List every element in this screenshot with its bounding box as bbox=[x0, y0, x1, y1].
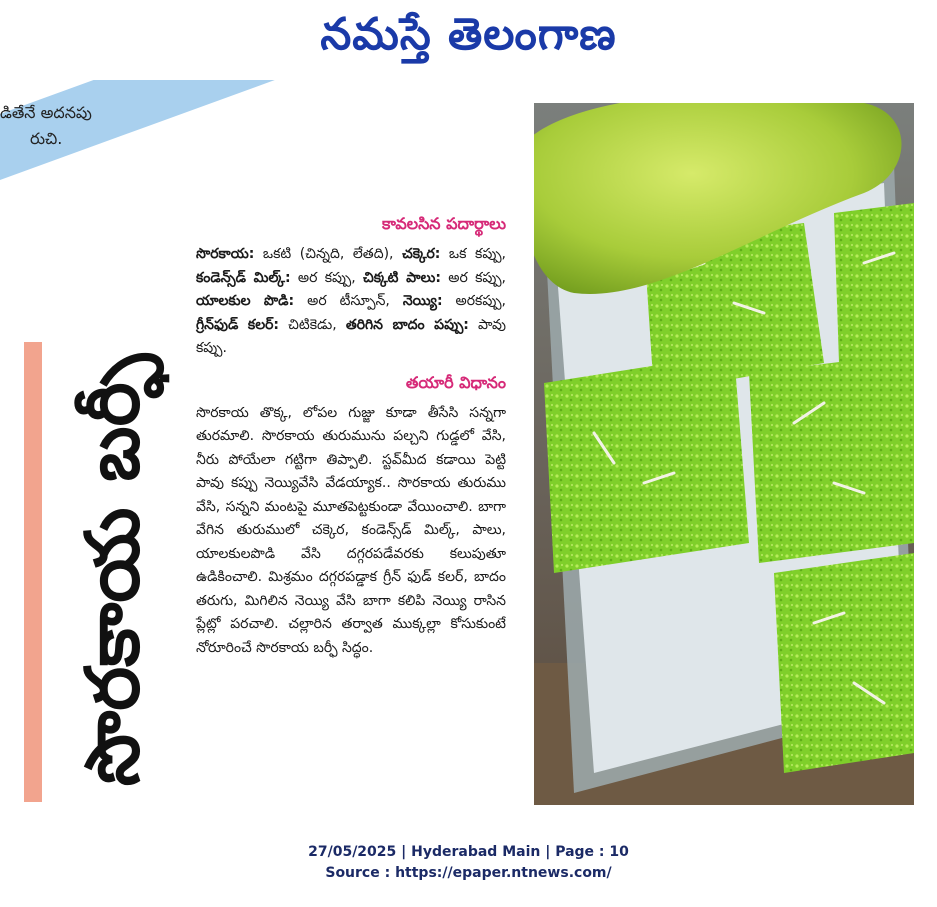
article-clipping bbox=[0, 80, 915, 805]
ingredient-amount: అర కప్పు, bbox=[440, 269, 507, 286]
ingredients-list bbox=[196, 243, 506, 361]
title-accent-bar bbox=[24, 342, 42, 802]
edition-info: 27/05/2025 | Hyderabad Main | Page : 10 bbox=[308, 844, 629, 860]
article-title: సొరకాయ బర్ఫీ bbox=[70, 353, 156, 787]
ingredient-name: నెయ్యి: bbox=[402, 293, 443, 309]
method-text: సొరకాయ తొక్క, లోపల గుజ్జు కూడా తీసేసి సన్నగా తురమాలి. సొరకాయ తురుమును పల్చని గుడ్డలో వేసి, నీరు పోయేలా గట్టిగా తిప్పాలి. స్టవ్‌మీద కడాయి పెట్టి పావు కప్పు నెయ్యివేసి వేడయ్యాక.. సొరకాయ తురుము వేసి, సన్నని మంటపై మూతపెట్టకుండా వేయించాలి. బాగా వేగిన తురుములో చక్కెర, కండెన్స్‌డ్ మిల్క్, పాలు, యాలకులపొడి వేసి దగ్గరపడేవరకు కలుపుతూ ఉడికించాలి. మిశ్రమం దగ్గరపడ్డాక గ్రీన్ ఫుడ్ కలర్, బాదం తరుగు, మిగిలిన నెయ్యి వేసి బాగా కలిపి నెయ్యి రాసిన ప్లేట్లో పరచాలి. చల్లారిన తర్వాత ముక్కల్లా కోసుకుంటే నోరూరించే సొరకాయ బర్ఫీ సిద్ధం. bbox=[196, 404, 506, 656]
ingredient-amount: ఒకటి (చిన్నది, లేతది), bbox=[254, 246, 403, 262]
source-link: Source : https://epaper.ntnews.com/ bbox=[325, 865, 612, 881]
barfi-piece bbox=[774, 553, 914, 773]
ingredient-name: సొరకాయ: bbox=[196, 246, 255, 262]
barfi-photo-image bbox=[534, 103, 914, 805]
previous-article-line: డితేనే అదనపు bbox=[0, 103, 92, 122]
ingredient-amount: అర కప్పు, bbox=[290, 269, 363, 286]
article-title-block bbox=[62, 340, 182, 800]
previous-article-line: రుచి. bbox=[30, 129, 63, 148]
ingredient-name: కండెన్స్‌డ్ మిల్క్: bbox=[196, 269, 291, 286]
page-footer bbox=[0, 842, 937, 884]
ingredient-amount: ఒక కప్పు, bbox=[440, 246, 506, 262]
newspaper-logo: నమస్తే తెలంగాణ bbox=[320, 9, 617, 60]
ingredient-name: గ్రీన్‌ఫుడ్ కలర్: bbox=[196, 316, 280, 333]
ingredients-heading: కావలసిన పదార్థాలు bbox=[381, 214, 506, 233]
ingredient-amount: అరకప్పు, bbox=[442, 293, 506, 309]
ingredient-name: చక్కెర: bbox=[402, 246, 441, 262]
ingredient-name: యాలకుల పొడి: bbox=[196, 293, 295, 309]
barfi-piece bbox=[544, 353, 749, 573]
recipe-photo bbox=[534, 103, 914, 805]
recipe-text bbox=[196, 214, 506, 672]
previous-article-fragment bbox=[0, 100, 92, 152]
ingredient-amount: చిటికెడు, bbox=[279, 316, 346, 333]
ingredient-amount: అర టీస్పూన్, bbox=[294, 293, 403, 309]
ingredient-name: తరిగిన బాదం పప్పు: bbox=[345, 316, 469, 333]
ingredient-name: చిక్కటి పాలు: bbox=[362, 269, 441, 286]
ingredient-amount: పావు కప్పు. bbox=[196, 316, 506, 356]
barfi-piece bbox=[834, 203, 914, 363]
masthead bbox=[0, 0, 937, 80]
method-heading: తయారీ విధానం bbox=[405, 372, 506, 392]
barfi-piece bbox=[749, 353, 914, 563]
